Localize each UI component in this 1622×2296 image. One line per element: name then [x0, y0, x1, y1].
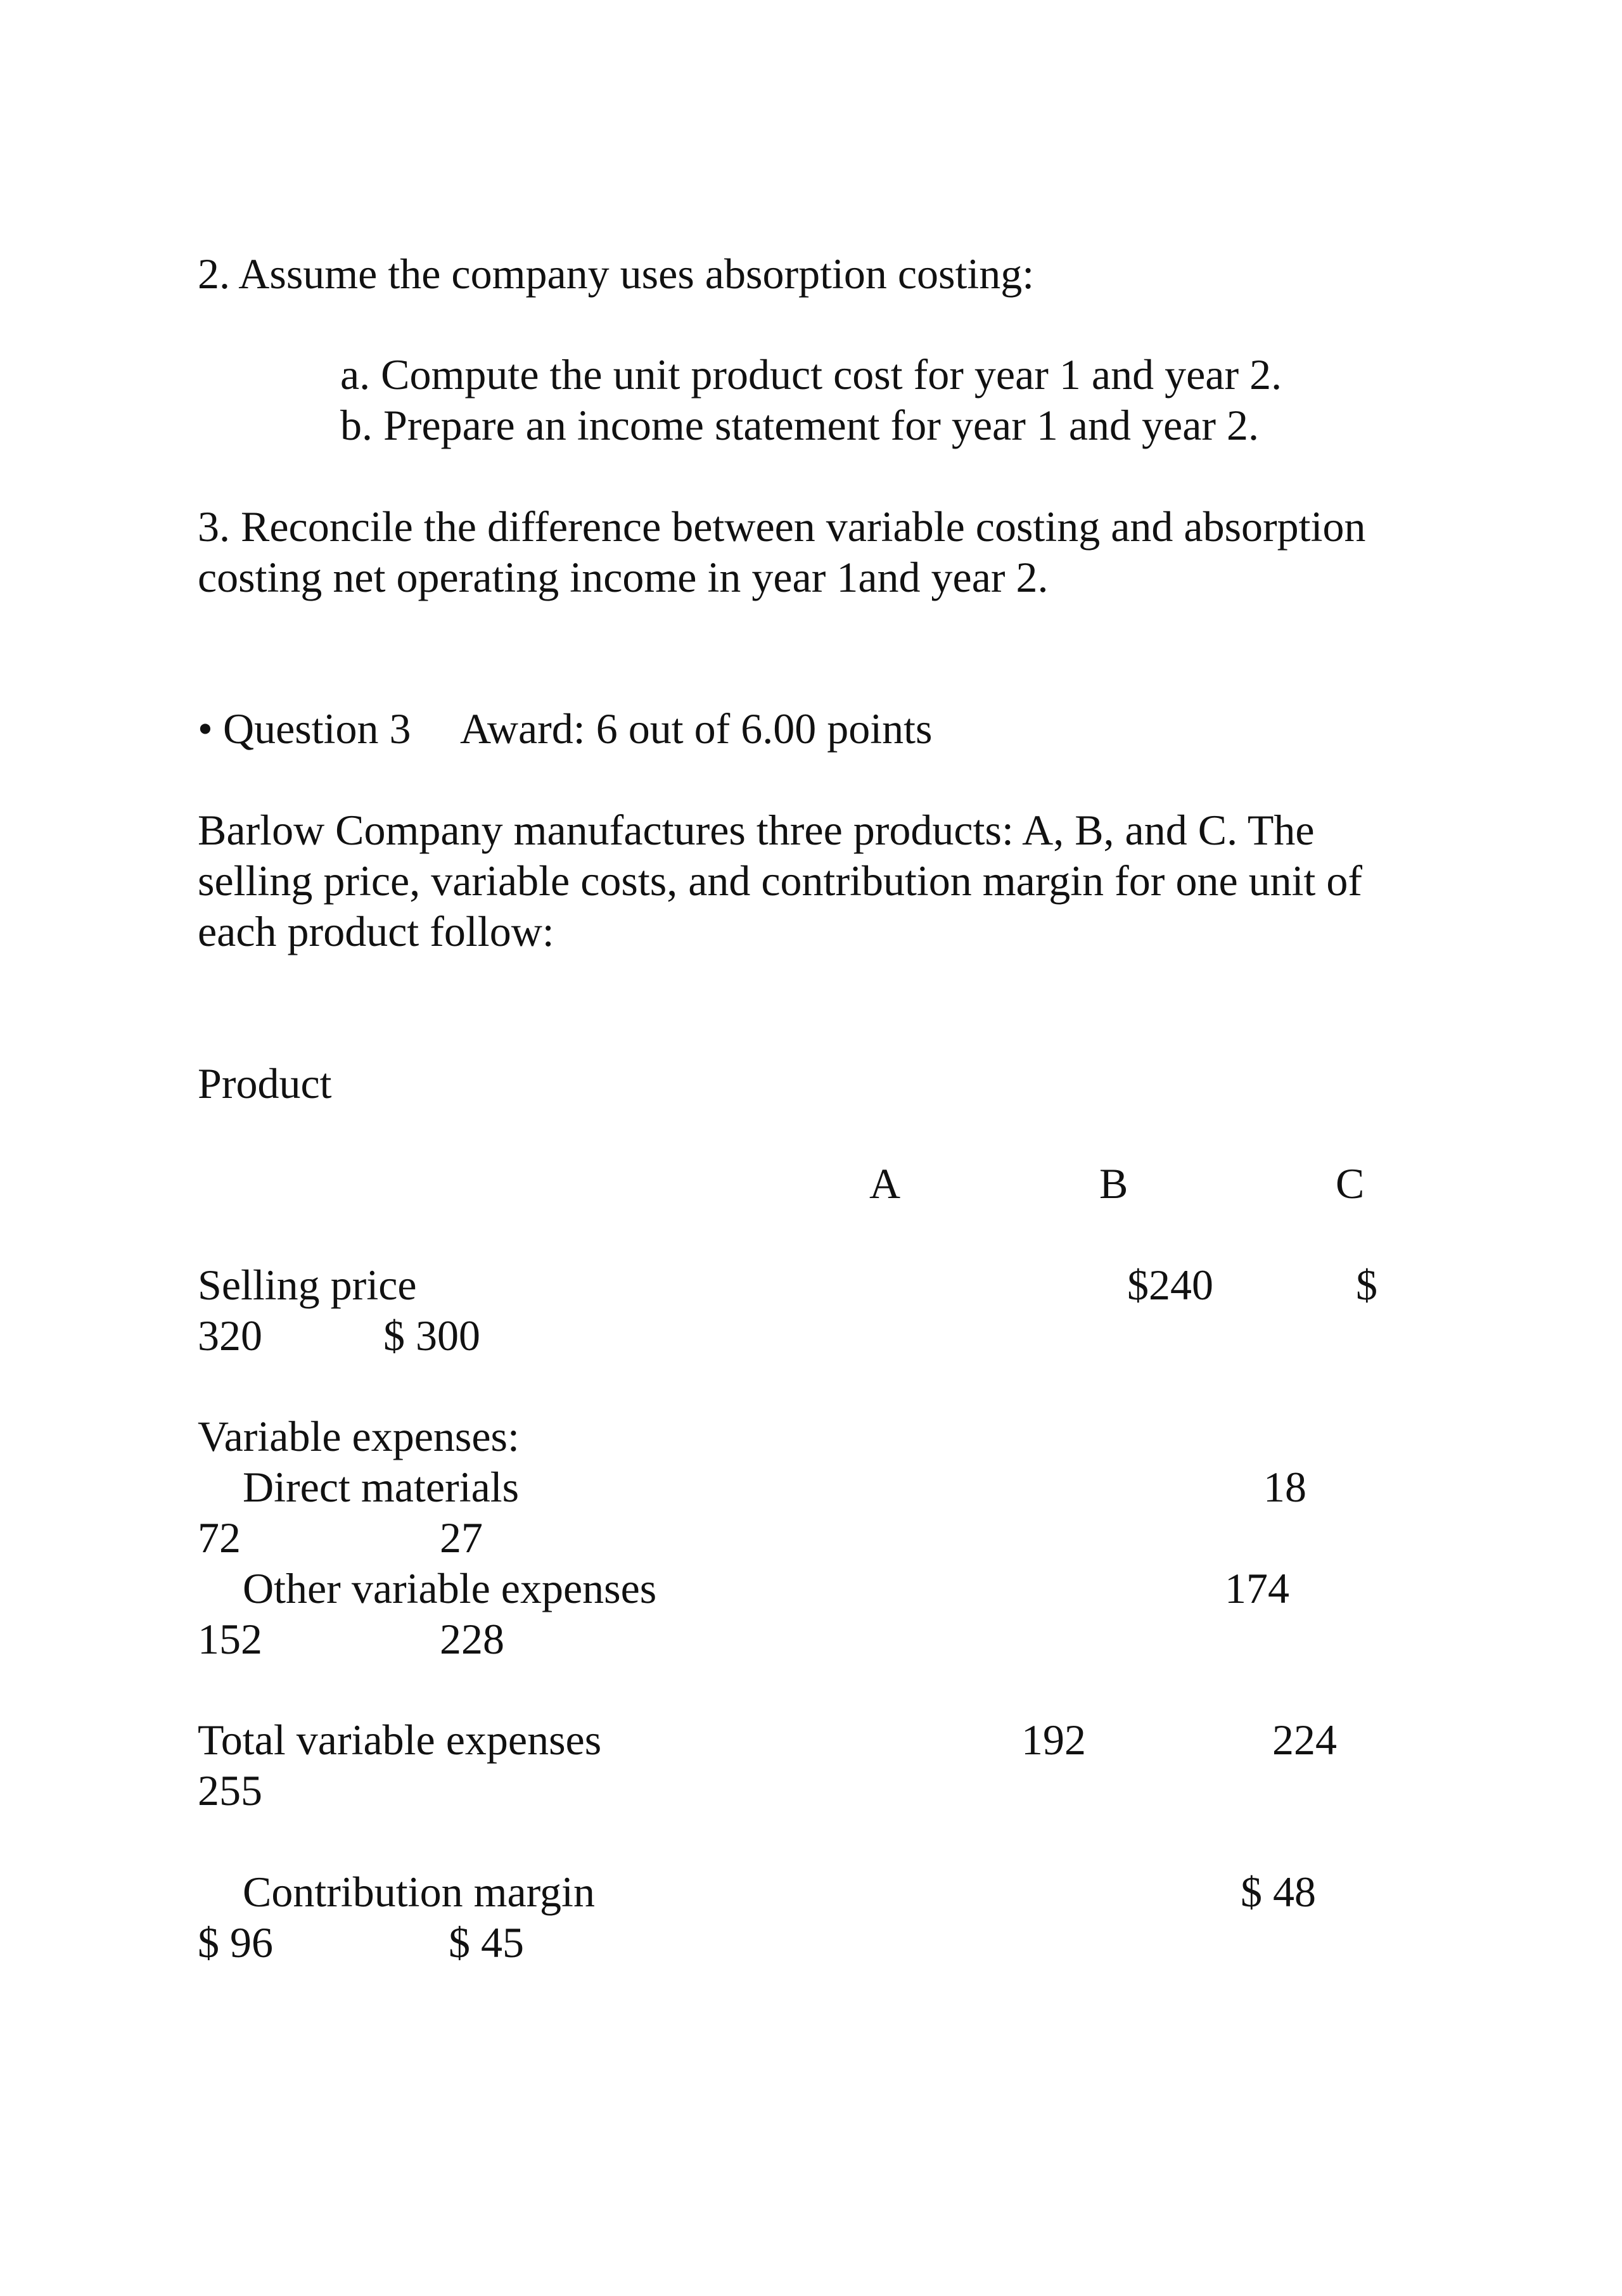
other-variable-value-b: 174 — [1225, 1564, 1289, 1612]
selling-price-wrap-1: 320 — [198, 1311, 262, 1360]
selling-price-label: Selling price — [198, 1261, 417, 1309]
column-header-c: C — [1336, 1159, 1365, 1208]
question-award: Award: 6 out of 6.00 points — [460, 705, 933, 753]
intro-line-3: each product follow: — [198, 907, 554, 955]
contribution-margin-wrap-1: $ 96 — [198, 1918, 273, 1967]
question-bullet: • — [198, 705, 213, 753]
contribution-margin-label: Contribution margin — [243, 1868, 595, 1916]
selling-price-c-symbol: $ — [1356, 1261, 1377, 1309]
section-3-line-2: costing net operating income in year 1and year 2. — [198, 553, 1049, 601]
contribution-margin-value-b: $ 48 — [1241, 1868, 1316, 1916]
intro-line-1: Barlow Company manufactures three products: A, B, and C. The — [198, 806, 1315, 854]
total-variable-label: Total variable expenses — [198, 1716, 602, 1764]
direct-materials-wrap-1: 72 — [198, 1514, 241, 1562]
section-2-item-b: b. Prepare an income statement for year 1 and year 2. — [340, 401, 1260, 449]
total-variable-value-a: 192 — [1021, 1716, 1086, 1764]
section-2-item-a: a. Compute the unit product cost for year 1 and year 2. — [340, 350, 1282, 399]
other-variable-wrap-2: 228 — [440, 1615, 504, 1663]
direct-materials-value-b: 18 — [1263, 1463, 1306, 1511]
variable-expenses-label: Variable expenses: — [198, 1412, 520, 1460]
selling-price-wrap-2: $ 300 — [383, 1311, 480, 1360]
intro-line-2: selling price, variable costs, and contribution margin for one unit of — [198, 857, 1363, 905]
direct-materials-wrap-2: 27 — [440, 1514, 483, 1562]
contribution-margin-wrap-2: $ 45 — [449, 1918, 524, 1967]
direct-materials-label: Direct materials — [243, 1463, 520, 1511]
product-label: Product — [198, 1059, 332, 1107]
column-header-a: A — [869, 1159, 901, 1208]
selling-price-value-b: $240 — [1127, 1261, 1213, 1309]
column-header-b: B — [1099, 1159, 1128, 1208]
question-label: Question 3 — [223, 705, 411, 753]
other-variable-wrap-1: 152 — [198, 1615, 262, 1663]
other-variable-label: Other variable expenses — [243, 1564, 657, 1612]
total-variable-value-b: 224 — [1272, 1716, 1337, 1764]
section-2-heading: 2. Assume the company uses absorption costing: — [198, 250, 1035, 298]
section-3-line-1: 3. Reconcile the difference between variable costing and absorption — [198, 502, 1366, 551]
total-variable-wrap-1: 255 — [198, 1766, 262, 1814]
